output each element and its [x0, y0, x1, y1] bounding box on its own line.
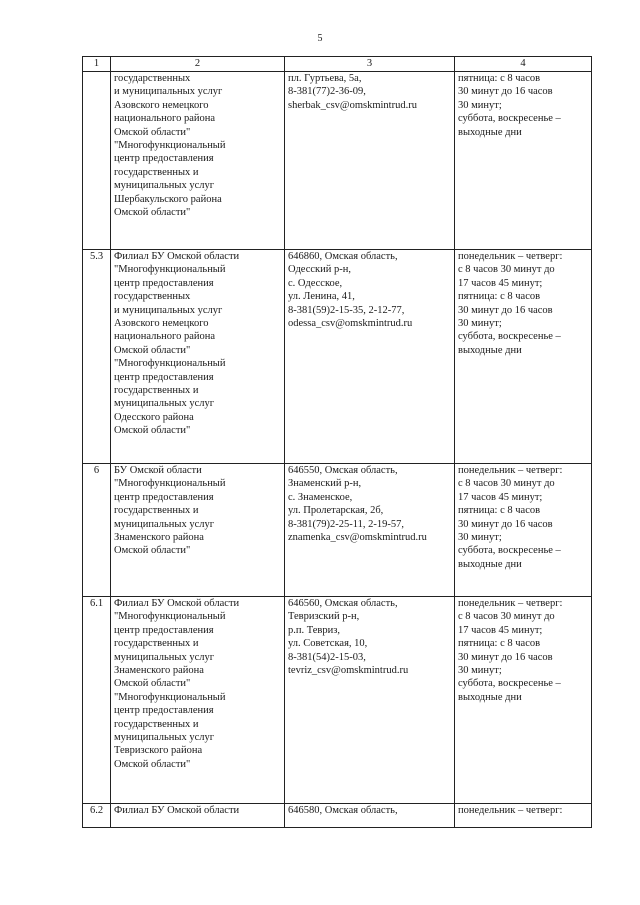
row-number-cell: [83, 72, 111, 250]
page-number: 5: [317, 33, 323, 44]
table-header-row: [83, 57, 592, 72]
schedule-cell: понедельник – четверг:: [455, 804, 592, 828]
table-row: [83, 464, 592, 597]
table-row: [83, 72, 592, 250]
row-number-cell: 6.1: [83, 597, 111, 804]
institutions-table: [82, 56, 592, 828]
table-row: [83, 804, 592, 828]
schedule-cell: пятница: с 8 часов 30 минут до 16 часов 30 минут; суббота, воскресенье – выходные дни: [455, 72, 592, 250]
row-number-cell: 5.3: [83, 250, 111, 464]
table-row: [83, 597, 592, 804]
column-header: 1: [83, 57, 111, 72]
schedule-cell: понедельник – четверг: с 8 часов 30 минут до 17 часов 45 минут; пятница: с 8 часов 30 минут до 16 часов 30 минут; суббота, воскресенье – выходные дни: [455, 250, 592, 464]
address-cell: 646560, Омская область, Тевризский р-н, р.п. Тевриз, ул. Советская, 10, 8-381(54)2-15-03, tevriz_csv@omskmintrud.ru: [285, 597, 455, 804]
institution-name-cell: БУ Омской области "Многофункциональный центр предоставления государственных и муниципальных услуг Знаменского района Омской области": [111, 464, 285, 597]
schedule-cell: понедельник – четверг: с 8 часов 30 минут до 17 часов 45 минут; пятница: с 8 часов 30 минут до 16 часов 30 минут; суббота, воскресенье – выходные дни: [455, 597, 592, 804]
institution-name-cell: Филиал БУ Омской области "Многофункциональный центр предоставления государственных и муниципальных услуг Азовского немецкого национального района Омской области" "Многофункциональный центр предоставления государственных и муниципальных услуг Одесского района Омской области": [111, 250, 285, 464]
column-header: 2: [111, 57, 285, 72]
address-cell: 646860, Омская область, Одесский р-н, с. Одесское, ул. Ленина, 41, 8-381(59)2-15-35, 2-12-77, odessa_csv@omskmintrud.ru: [285, 250, 455, 464]
table-row: [83, 250, 592, 464]
row-number-cell: 6: [83, 464, 111, 597]
institution-name-cell: Филиал БУ Омской области: [111, 804, 285, 828]
row-number-cell: 6.2: [83, 804, 111, 828]
institution-name-cell: государственных и муниципальных услуг Азовского немецкого национального района Омской области" "Многофункциональный центр предоставления государственных и муниципальных услуг Шербакульского района Омской области": [111, 72, 285, 250]
institution-name-cell: Филиал БУ Омской области "Многофункциональный центр предоставления государственных и муниципальных услуг Знаменского района Омской области" "Многофункциональный центр предоставления государственных и муниципальных услуг Тевризского района Омской области": [111, 597, 285, 804]
address-cell: 646580, Омская область,: [285, 804, 455, 828]
address-cell: пл. Гуртьева, 5а, 8-381(77)2-36-09, sherbak_csv@omskmintrud.ru: [285, 72, 455, 250]
address-cell: 646550, Омская область, Знаменский р-н, с. Знаменское, ул. Пролетарская, 2б, 8-381(79)2-25-11, 2-19-57, znamenka_csv@omskmintrud.ru: [285, 464, 455, 597]
schedule-cell: понедельник – четверг: с 8 часов 30 минут до 17 часов 45 минут; пятница: с 8 часов 30 минут до 16 часов 30 минут; суббота, воскресенье – выходные дни: [455, 464, 592, 597]
column-header: 3: [285, 57, 455, 72]
column-header: 4: [455, 57, 592, 72]
